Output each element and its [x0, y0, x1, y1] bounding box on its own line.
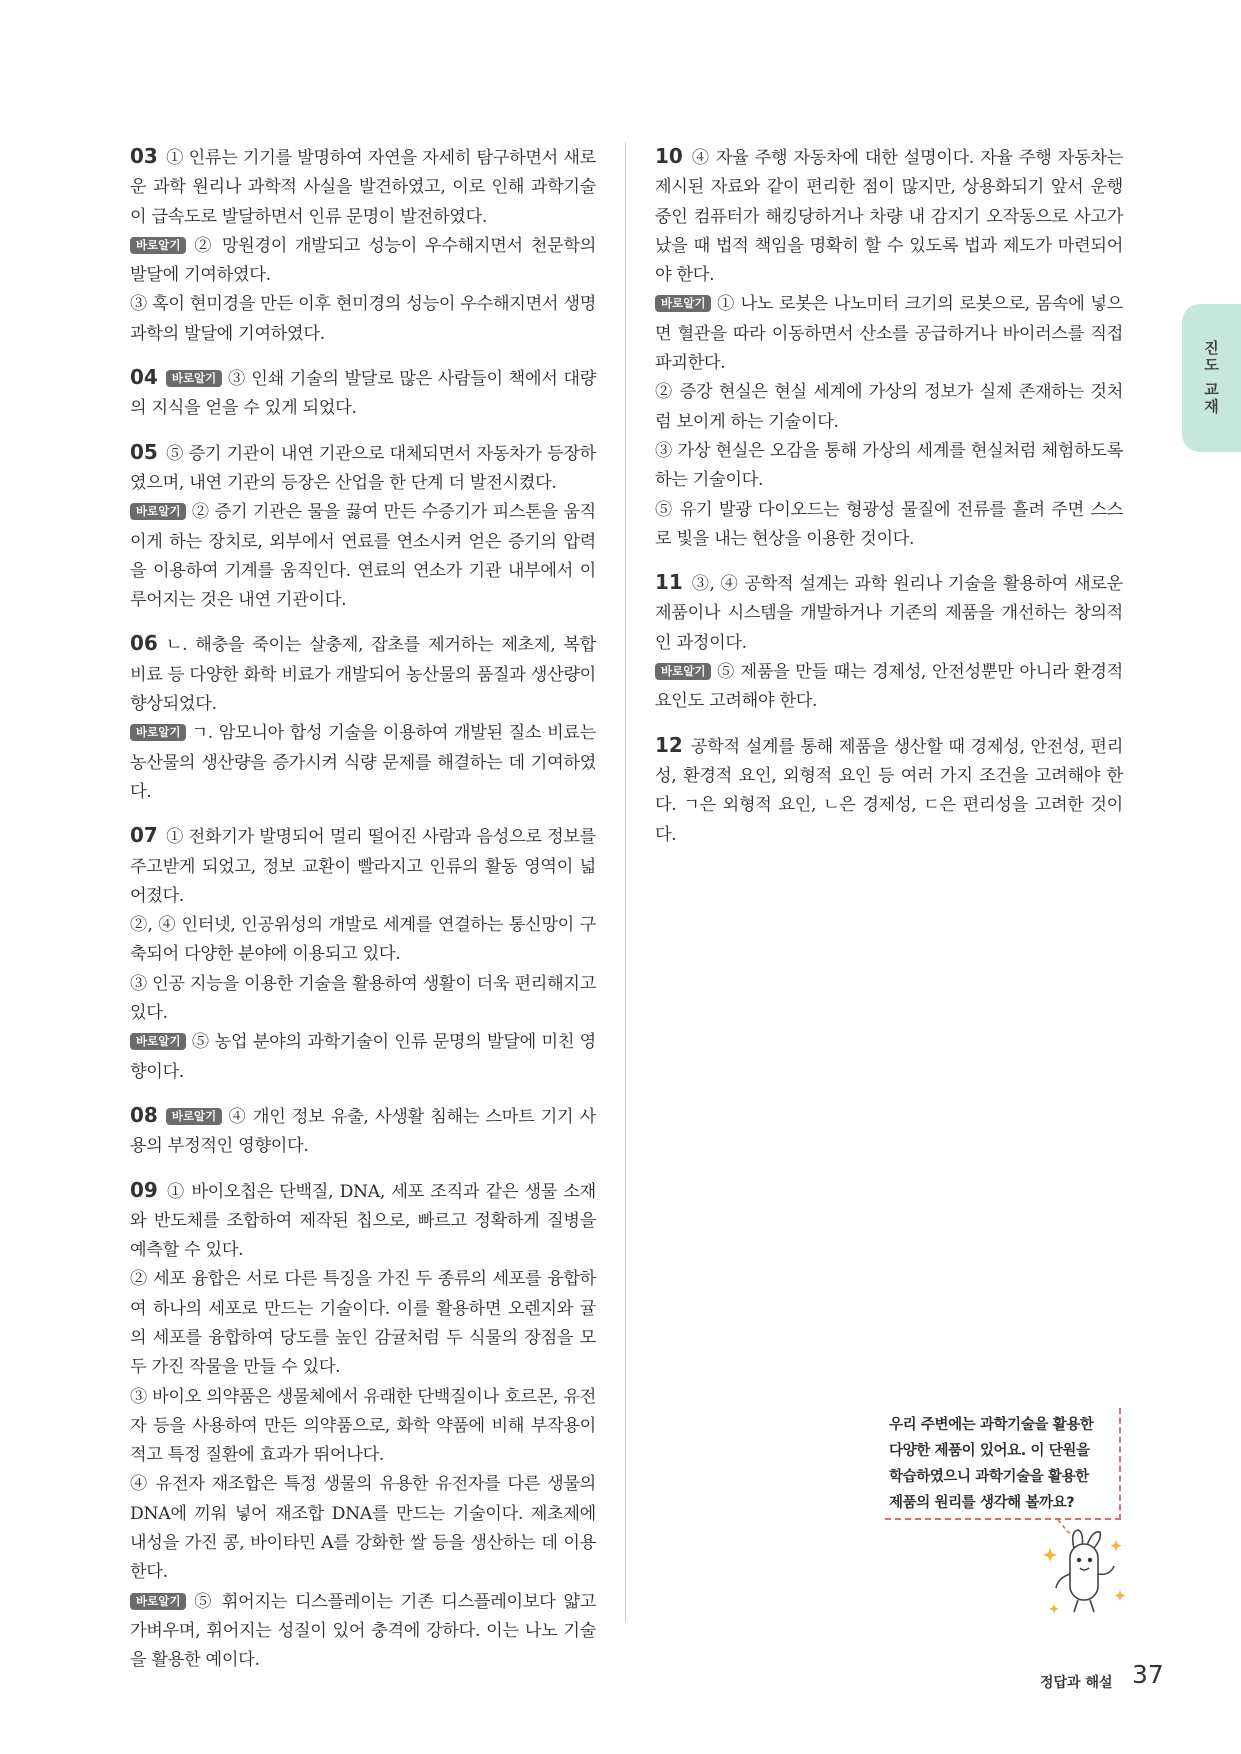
bubble-line: 학습하였으니 과학기술을 활용한 [889, 1469, 1089, 1485]
answer-03: 03 ① 인류는 기기를 발명하여 자연을 자세히 탐구하면서 새로운 과학 원리나 과학적 사실을 발견하였고, 이로 인해 과학기술이 급속도로 발달하면서 인류 문명이 발전하였다. 바로알기 ② 망원경이 개발되고 성능이 우수해지면서 천문학의 발달에 기여하였다. ③ 혹이 현미경을 만든 이후 현미경의 성능이 우수해지면서 생명 과학의 발달에 기여하였다. [130, 144, 596, 344]
question-number: 08 [130, 1102, 158, 1127]
question-number: 12 [655, 732, 683, 757]
answer-12: 12 공학적 설계를 통해 제품을 생산할 때 경제성, 안전성, 편리성, 환경적 요인, 외형적 요인 등 여러 가지 조건을 고려해야 한다. ㄱ은 외형적 요인, ㄴ은 경제성, ㄷ은 편리성을 고려한 것이다. [655, 732, 1123, 845]
baroalgi-badge: 바로알기 [130, 1033, 186, 1050]
baroalgi-badge: 바로알기 [166, 1108, 222, 1125]
mascot-illustration [1040, 1518, 1130, 1618]
bubble-line: 다양한 제품이 있어요. 이 단원을 [889, 1443, 1090, 1459]
question-number: 03 [130, 144, 158, 168]
answer-04: 04 바로알기 ③ 인쇄 기술의 발달로 많은 사람들이 책에서 대량의 지식을 얻을 수 있게 되었다. [130, 365, 596, 419]
bubble-line: 제품의 원리를 생각해 볼까요? [889, 1495, 1075, 1511]
baroalgi-badge: 바로알기 [130, 1593, 186, 1610]
side-tab[interactable] [1182, 304, 1241, 452]
question-number: 07 [130, 823, 158, 848]
left-column [130, 142, 596, 1690]
question-number: 10 [655, 144, 683, 168]
bubble-line: 우리 주변에는 과학기술을 활용한 [889, 1417, 1094, 1433]
question-number: 11 [655, 570, 683, 595]
answer-10: 10 ④ 자율 주행 자동차에 대한 설명이다. 자율 주행 자동차는 제시된 자료와 같이 편리한 점이 많지만, 상용화되기 앞서 운행 중인 컴퓨터가 해킹당하거나 차량 내 감지기 오작동으로 사고가 났을 때 법적 책임을 명확히 할 수 있도록 법과 제도가 마련되어야 한다. 바로알기 ① 나노 로봇은 나노미터 크기의 로봇으로, 몸속에 넣으면 혈관을 따라 이동하면서 산소를 공급하거나 바이러스를 직접 파괴한다. ② 증강 현실은 현실 세계에 가상의 정보가 실제 존재하는 것처럼 보이게 하는 기술이다. ③ 가상 현실은 오감을 통해 가상의 세계를 현실처럼 체험하도록 하는 기술이다. ⑤ 유기 발광 다이오드는 형광성 물질에 전류를 흘려 주면 스스로 빛을 내는 현상을 이용한 것이다. [655, 144, 1123, 549]
question-number: 04 [130, 365, 158, 390]
baroalgi-badge: 바로알기 [130, 237, 186, 254]
baroalgi-badge: 바로알기 [130, 724, 186, 741]
answer-08: 08 바로알기 ④ 개인 정보 유출, 사생활 침해는 스마트 기기 사용의 부정적인 영향이다. [130, 1102, 596, 1157]
right-column [655, 142, 1123, 864]
speech-bubble [885, 1408, 1121, 1520]
baroalgi-badge: 바로알기 [130, 503, 186, 520]
question-number: 05 [130, 439, 158, 464]
question-number: 09 [130, 1177, 158, 1202]
question-number: 06 [130, 631, 158, 656]
baroalgi-badge: 바로알기 [655, 295, 711, 312]
column-divider [625, 142, 626, 1622]
answer-07: 07 ① 전화기가 발명되어 멀리 떨어진 사람과 음성으로 정보를 주고받게 되었고, 정보 교환이 빨라지고 인류의 활동 영역이 넓어졌다. ②, ④ 인터넷, 인공위성의 개발로 세계를 연결하는 통신망이 구축되어 다양한 분야에 이용되고 있다. ③ 인공 지능을 이용한 기술을 활용하여 생활이 더욱 편리해지고 있다. 바로알기 ⑤ 농업 분야의 과학기술이 인류 문명의 발달에 미친 영향이다. [130, 823, 596, 1082]
side-tab-label: 진도 교재 [1202, 340, 1220, 416]
answer-11: 11 ③, ④ 공학적 설계는 과학 원리나 기술을 활용하여 새로운 제품이나 시스템을 개발하거나 기존의 제품을 개선하는 창의적인 과정이다. 바로알기 ⑤ 제품을 만들 때는 경제성, 안전성뿐만 아니라 환경적 요인도 고려해야 한다. [655, 570, 1123, 712]
answer-06: 06 ㄴ. 해충을 죽이는 살충제, 잡초를 제거하는 제초제, 복합 비료 등 다양한 화학 비료가 개발되어 농산물의 품질과 생산량이 향상되었다. 바로알기 ㄱ. 암모니아 합성 기술을 이용하여 개발된 질소 비료는 농산물의 생산량을 증가시켜 식량 문제를 해결하는 데 기여하였다. [130, 631, 596, 802]
baroalgi-badge: 바로알기 [166, 370, 222, 387]
baroalgi-badge: 바로알기 [655, 663, 711, 680]
page-number: 37 [1132, 1660, 1164, 1689]
footer-label: 정답과 해설 [1040, 1675, 1113, 1691]
answer-09: 09 ① 바이오칩은 단백질, DNA, 세포 조직과 같은 생물 소재와 반도체를 조합하여 제작된 칩으로, 빠르고 정확하게 질병을 예측할 수 있다. ② 세포 융합은 서로 다른 특징을 가진 두 종류의 세포를 융합하여 하나의 세포로 만드는 기술이다. 이를 활용하면 오렌지와 귤의 세포를 융합하여 당도를 높인 감귤처럼 두 식물의 장점을 모두 가진 작물을 만들 수 있다. ③ 바이오 의약품은 생물체에서 유래한 단백질이나 호르몬, 유전자 등을 사용하여 만든 의약품으로, 화학 약품에 비해 부작용이 적고 특정 질환에 효과가 뛰어나다. ④ 유전자 재조합은 특정 생물의 유용한 유전자를 다른 생물의 DNA에 끼워 넣어 재조합 DNA를 만드는 기술이다. 제초제에 내성을 가진 콩, 바이타민 A를 강화한 쌀 등을 생산하는 데 이용한다. 바로알기 ⑤ 휘어지는 디스플레이는 기존 디스플레이보다 얇고 가벼우며, 휘어지는 성질이 있어 충격에 강하다. 이는 나노 기술을 활용한 예이다. [130, 1177, 596, 1671]
answer-05: 05 ⑤ 증기 기관이 내연 기관으로 대체되면서 자동차가 등장하였으며, 내연 기관의 등장은 산업을 한 단계 더 발전시켰다. 바로알기 ② 증기 기관은 물을 끓여 만든 수증기가 피스톤을 움직이게 하는 장치로, 외부에서 연료를 연소시켜 얻은 증기의 압력을 이용하여 기계를 움직인다. 연료의 연소가 기관 내부에서 이루어지는 것은 내연 기관이다. [130, 439, 596, 611]
